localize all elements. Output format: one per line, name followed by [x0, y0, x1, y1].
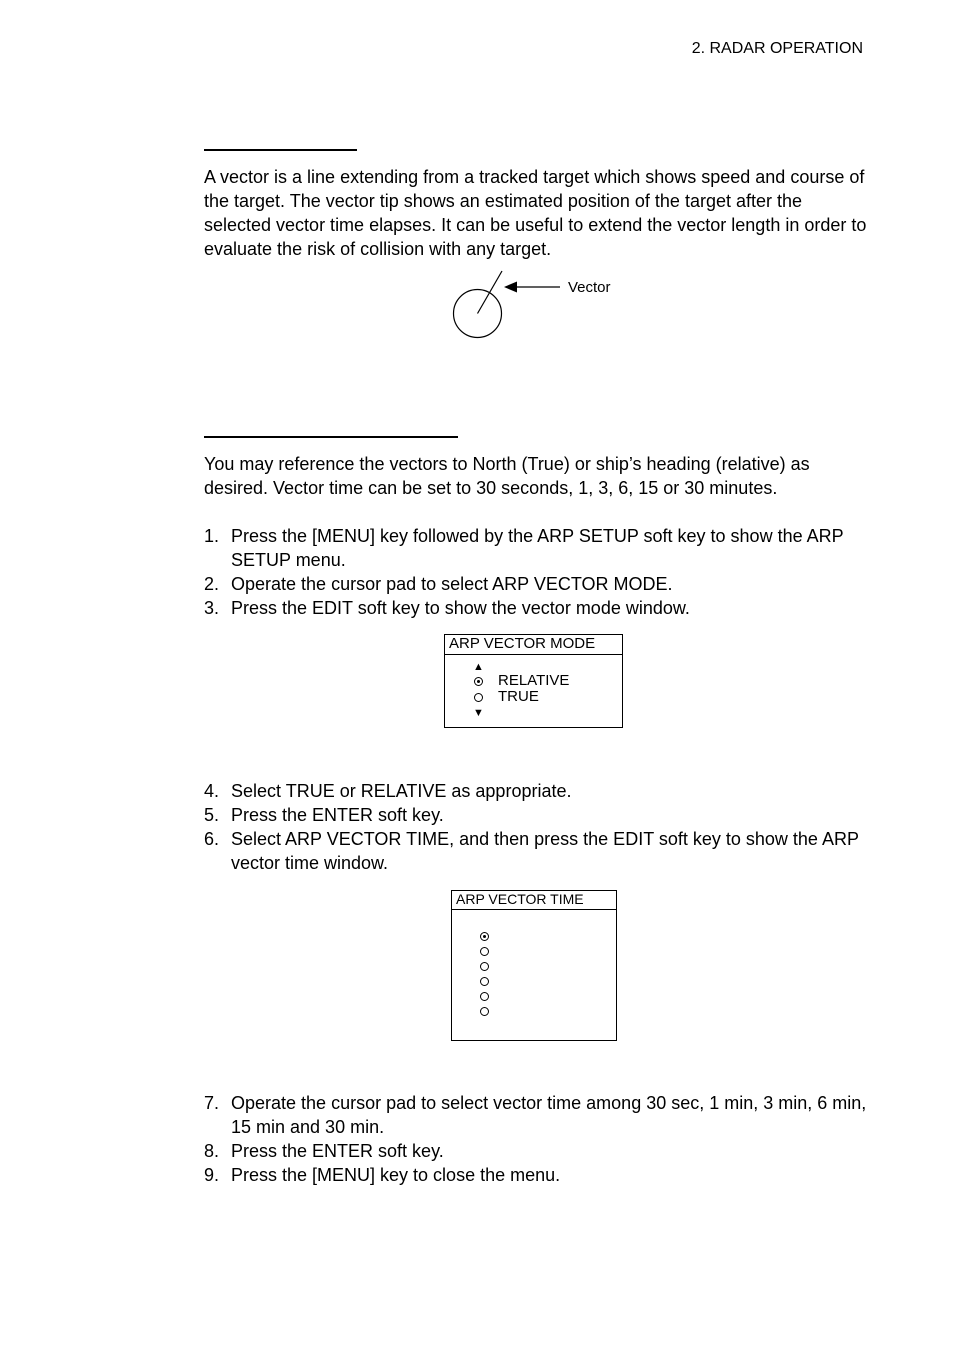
step-number: 1. — [204, 526, 220, 546]
step-number: 4. — [204, 781, 220, 801]
step-item — [204, 803, 868, 827]
step-item — [204, 1163, 868, 1187]
section-heading-underline — [204, 149, 357, 151]
option-label: TRUE — [498, 688, 539, 705]
step-item — [204, 596, 868, 620]
step-text: Press the ENTER soft key. — [231, 1141, 444, 1161]
step-item — [204, 524, 868, 572]
step-text: Press the [MENU] key to close the menu. — [231, 1165, 561, 1185]
time-option-radio-icon[interactable] — [480, 992, 489, 1001]
vector-figure-label: Vector — [568, 279, 611, 296]
step-text: Press the ENTER soft key. — [231, 805, 444, 825]
step-item — [204, 827, 868, 875]
step-number: 9. — [204, 1165, 220, 1185]
scroll-up-arrow-icon[interactable]: ▲ — [473, 661, 484, 673]
time-option-radio-icon[interactable] — [480, 1007, 489, 1016]
step-number: 5. — [204, 805, 220, 825]
arp-vector-time-window — [451, 890, 617, 1041]
step-text: Press the EDIT soft key to show the vector mode window. — [231, 598, 690, 618]
option-label: RELATIVE — [498, 672, 570, 689]
steps-list-c — [204, 1091, 868, 1187]
step-number: 8. — [204, 1141, 220, 1161]
window-title: ARP VECTOR TIME — [452, 891, 616, 910]
step-number: 6. — [204, 829, 220, 849]
pointer-arrowhead-icon — [504, 282, 517, 293]
time-option-radio-icon[interactable] — [480, 962, 489, 971]
step-number: 7. — [204, 1093, 220, 1113]
step-item — [204, 1091, 868, 1139]
vector-description: A vector is a line extending from a tracked target which shows speed and course of the target. The vector tip shows an estimated position of the target after the selected vector time elapses. It can be useful to extend the vector length in order to evaluate the risk of collision with any target. — [204, 167, 867, 259]
step-text: Operate the cursor pad to select ARP VECTOR MODE. — [231, 574, 673, 594]
step-text: Select TRUE or RELATIVE as appropriate. — [231, 781, 572, 801]
step-text: Operate the cursor pad to select vector time among 30 sec, 1 min, 3 min, 6 min, 15 min and 30 min. — [231, 1093, 867, 1137]
vector-mode-intro: You may reference the vectors to North (True) or ship’s heading (relative) as desired. Vector time can be set to 30 seconds, 1, 3, 6, 15 or 30 minutes. — [204, 454, 810, 498]
radio-unselected-icon — [474, 693, 483, 702]
step-item — [204, 572, 868, 596]
window-title: ARP VECTOR MODE — [445, 635, 622, 655]
step-number: 2. — [204, 574, 220, 594]
time-option-radio-icon[interactable] — [480, 977, 489, 986]
section-heading-underline — [204, 436, 458, 438]
step-item — [204, 779, 868, 803]
page-header: 2. RADAR OPERATION — [691, 40, 863, 57]
step-text: Select ARP VECTOR TIME, and then press the EDIT soft key to show the ARP vector time window. — [231, 829, 859, 873]
step-item — [204, 1139, 868, 1163]
steps-list-b — [204, 779, 868, 875]
step-text: Press the [MENU] key followed by the ARP SETUP soft key to show the ARP SETUP menu. — [231, 526, 844, 570]
step-number: 3. — [204, 598, 220, 618]
time-option-radio-selected-icon[interactable] — [480, 932, 489, 941]
scroll-down-arrow-icon[interactable]: ▼ — [473, 707, 484, 719]
time-option-radio-icon[interactable] — [480, 947, 489, 956]
option-true[interactable] — [473, 688, 613, 706]
radio-selected-icon — [474, 677, 483, 686]
steps-list-a — [204, 524, 868, 620]
vector-line — [478, 271, 503, 314]
arp-vector-mode-window — [444, 634, 623, 728]
